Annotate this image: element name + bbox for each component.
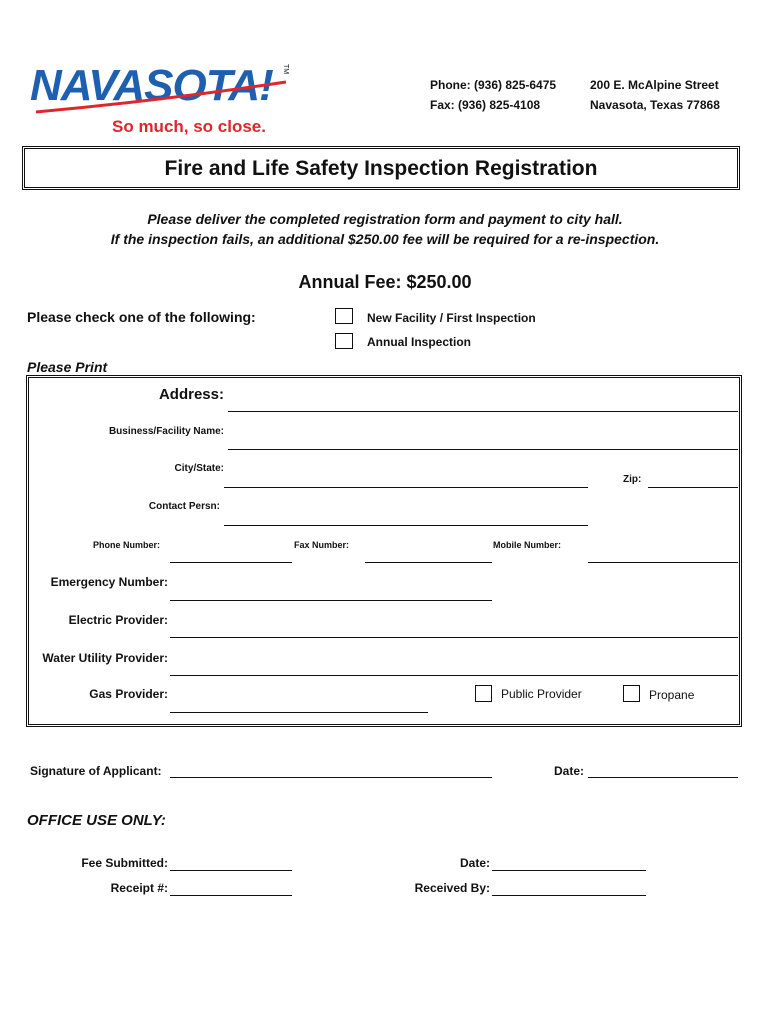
propane-checkbox[interactable] [623,685,640,702]
received-by-input[interactable] [492,895,646,896]
logo-brand-text: NAVASOTA! [30,61,273,110]
city-state-input[interactable] [224,487,588,488]
mobile-number-input[interactable] [588,562,738,563]
contact-person-input[interactable] [224,525,588,526]
mobile-number-label: Mobile Number: [493,540,562,550]
page-title: Fire and Life Safety Inspection Registration [164,157,598,180]
office-use-heading: OFFICE USE ONLY: [27,812,166,829]
signature-date-label: Date: [554,764,585,778]
contact-fax: Fax: (936) 825-4108 [430,98,541,112]
public-provider-label: Public Provider [501,687,582,701]
contact-city: Navasota, Texas 77868 [590,98,720,112]
logo-tagline: So much, so close. [112,117,266,136]
water-provider-label: Water Utility Provider: [42,651,168,665]
office-date-input[interactable] [492,870,646,871]
fee-submitted-input[interactable] [170,870,292,871]
address-label: Address: [158,386,224,403]
navasota-logo [26,52,308,138]
fax-number-input[interactable] [365,562,492,563]
annual-inspection-checkbox[interactable] [335,333,353,349]
water-provider-input[interactable] [170,675,738,676]
office-date-label: Date: [459,856,490,870]
gas-provider-label: Gas Provider: [89,687,168,701]
received-by-label: Received By: [414,881,490,895]
fax-number-label: Fax Number: [294,540,350,550]
instruction-line-1: Please deliver the completed registration form and payment to city hall. [147,211,623,227]
contact-person-label: Contact Persn: [148,501,220,512]
contact-phone: Phone: (936) 825-6475 [430,78,557,92]
zip-input[interactable] [648,487,738,488]
public-provider-checkbox[interactable] [475,685,492,702]
fee-submitted-label: Fee Submitted: [81,856,168,870]
zip-label: Zip: [623,474,642,485]
electric-provider-input[interactable] [170,637,738,638]
city-state-label: City/State: [174,463,224,474]
electric-provider-label: Electric Provider: [68,613,168,627]
instruction-line-2: If the inspection fails, an additional $250.00 fee will be required for a re-inspection. [110,231,660,247]
phone-number-input[interactable] [170,562,292,563]
please-print-heading: Please Print [27,359,108,375]
emergency-number-input[interactable] [170,600,492,601]
emergency-number-label: Emergency Number: [50,575,168,589]
gas-provider-input[interactable] [170,712,428,713]
receipt-label: Receipt #: [110,881,168,895]
phone-number-label: Phone Number: [93,540,161,550]
new-facility-checkbox[interactable] [335,308,353,324]
logo-tm: TM [282,64,289,75]
contact-street: 200 E. McAlpine Street [590,78,719,92]
propane-label: Propane [649,688,695,702]
title-box [22,146,740,190]
check-prompt: Please check one of the following: [27,309,256,325]
business-name-label: Business/Facility Name: [108,426,224,437]
business-name-input[interactable] [228,449,738,450]
signature-date-input[interactable] [588,777,738,778]
address-input[interactable] [228,411,738,412]
new-facility-label: New Facility / First Inspection [367,311,536,325]
signature-input[interactable] [170,777,492,778]
receipt-input[interactable] [170,895,292,896]
annual-inspection-label: Annual Inspection [367,335,472,349]
annual-fee: Annual Fee: $250.00 [298,272,472,292]
signature-label: Signature of Applicant: [30,764,162,778]
